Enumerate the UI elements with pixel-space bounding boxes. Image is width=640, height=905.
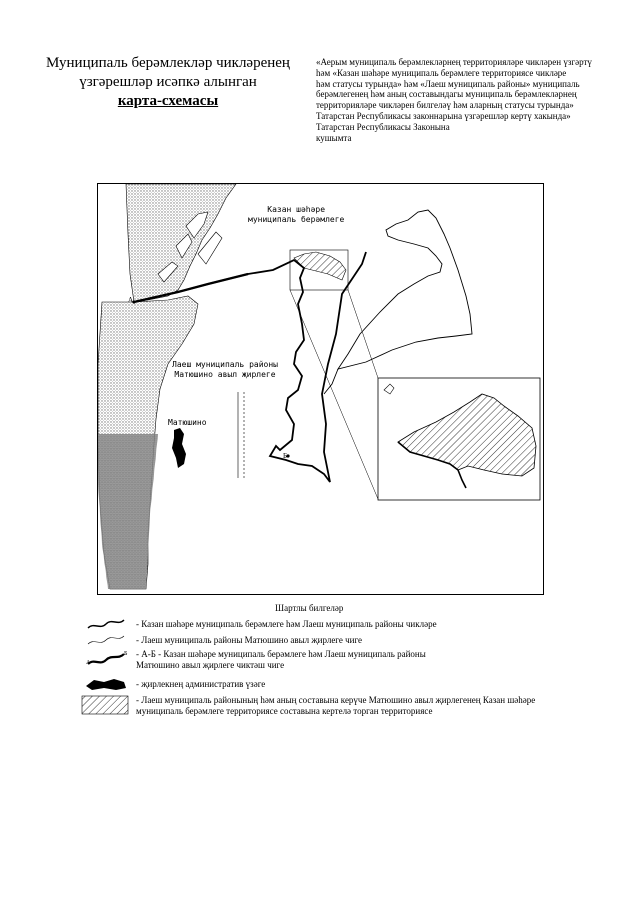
legend-item-transferred-territory: [80, 694, 560, 718]
legend-symbol-a: А: [86, 660, 91, 666]
legend-item-settlement-boundary: [80, 632, 560, 648]
village-center: [172, 428, 186, 468]
label-laish-line-1: Лаеш муниципаль районы: [172, 360, 278, 369]
legend-text-line: - Лаеш муниципаль районының һәм аның составына керүче Матюшино авыл җирлегенең Казан шәһәре: [136, 695, 536, 705]
note-line: «Аерым муниципаль берәмлекләрнең территорияләре чикләрен үзгәртү: [316, 57, 592, 67]
label-kazan-line-1: Казан шәһәре: [267, 205, 326, 214]
note-line: территорияләре чикләрен билгеләү һәм аларның статусы турында»: [316, 100, 574, 111]
note-line: кушымта: [316, 132, 352, 143]
map-drawing: [98, 184, 543, 594]
settlement-boundary-symbol-icon: [80, 632, 132, 648]
map-scheme: [97, 183, 544, 595]
legend-symbol-b: Б: [124, 651, 128, 657]
legend-text-line: - А-Б - Казан шәһәре муниципаль берәмлеге һәм Лаеш муниципаль районы: [136, 649, 426, 659]
legend-item-kazan-boundary: [80, 616, 560, 632]
label-kazan-line-2: муниципаль берәмлеге: [248, 215, 345, 224]
note-line: һәм статусы турында» һәм «Лаеш муниципаль районы» муниципаль: [316, 78, 580, 89]
label-kazan: [248, 205, 344, 225]
label-village: Матюшино: [168, 418, 207, 427]
legal-note: [316, 57, 606, 143]
legend-title: Шартлы билгеләр: [275, 603, 344, 613]
note-line: Татарстан Республикасы законнарына үзгәрешләр кертү хакында»: [316, 110, 571, 121]
legend-text-line: муниципаль берәмлеге территориясе составына кертелә торган территориясе: [136, 706, 433, 716]
note-line: һәм «Казан шәһәре муниципаль берәмлеге территориясе чикләре: [316, 67, 567, 78]
kazan-boundary-symbol-icon: [80, 616, 132, 632]
legend-text-line: Матюшино авыл җирлеге чиктәш чиге: [136, 660, 285, 670]
map-title: [40, 54, 296, 111]
hatched-area-symbol-icon: [80, 694, 132, 716]
kazan-boundary: [338, 210, 472, 369]
note-line: Татарстан Республикасы Законына: [316, 121, 450, 132]
legend-text: - җирлекнең административ үзәге: [136, 679, 266, 689]
label-laish-line-2: Матюшино авыл җирлеге: [174, 370, 276, 379]
legend-text: - Лаеш муниципаль районы Матюшино авыл җирлеге чиге: [136, 635, 363, 645]
title-line-3: карта-схемасы: [117, 93, 219, 109]
legend-text: [136, 695, 556, 717]
title-line-1: Муниципаль берәмлекләр чикләренең: [46, 55, 290, 71]
label-point-b: Б: [283, 452, 288, 460]
admin-center-symbol-icon: [80, 676, 132, 692]
legend-item-admin-center: [80, 676, 560, 692]
label-laish: [172, 360, 278, 380]
water-area-south: [98, 434, 158, 589]
label-point-a: А: [128, 296, 134, 304]
note-line: берәмлегенең һәм аның составындагы муниципаль берәмлекләрнең: [316, 89, 577, 100]
legend-item-ab-boundary: [80, 648, 560, 674]
legend-text: [136, 649, 556, 671]
legend-text: - Казан шәһәре муниципаль берәмлеге һәм Лаеш муниципаль районы чикләре: [136, 619, 437, 629]
title-line-2: үзгәрешләр исәпкә алынган: [79, 74, 257, 90]
